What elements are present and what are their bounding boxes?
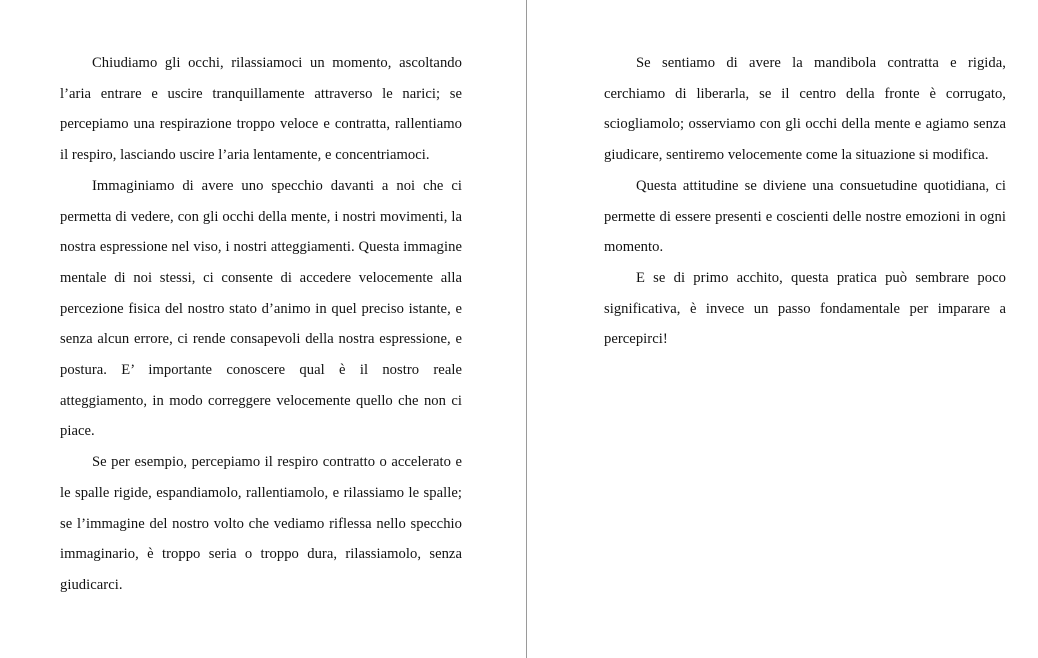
paragraph: Immaginiamo di avere uno specchio davanti a noi che ci permetta di vedere, con gli occhi della mente, i nostri movimenti, la nostra espressione nel viso, i nostri atteggiamenti. Questa immagine mentale di noi stessi, ci consente di accedere velocemente alla percezione fisica del nostro stato d’animo in quel preciso istante, e senza alcun errore, ci rende consapevoli della nostra espressione, e postura. E’ importante conoscere qual è il nostro reale atteggiamento, in modo correggere velocemente quello che non ci piace. bbox=[60, 177, 462, 440]
paragraph: E se di primo acchito, questa pratica può sembrare poco significativa, è invece un passo fondamentale per imparare a percepirci! bbox=[604, 269, 1006, 348]
right-page bbox=[604, 48, 1006, 355]
left-page bbox=[60, 48, 462, 601]
paragraph: Se per esempio, percepiamo il respiro contratto o accelerato e le spalle rigide, espandiamolo, rallentiamolo, e rilassiamo le spalle; se l’immagine del nostro volto che vediamo riflessa nello specchio immaginario, è troppo seria o troppo dura, rilassiamolo, senza giudicarci. bbox=[60, 454, 462, 593]
paragraph: Se sentiamo di avere la mandibola contratta e rigida, cerchiamo di liberarla, se il centro della fronte è corrugato, sciogliamolo; osserviamo con gli occhi della mente e agiamo senza giudicare, sentiremo velocemente come la situazione si modifica. bbox=[604, 55, 1006, 164]
paragraph: Chiudiamo gli occhi, rilassiamoci un momento, ascoltando l’aria entrare e uscire tranquillamente attraverso le narici; se percepiamo una respirazione troppo veloce e contratta, rallentiamo il respiro, lasciando uscire l’aria lentamente, e concentriamoci. bbox=[60, 55, 462, 164]
paragraph: Questa attitudine se diviene una consuetudine quotidiana, ci permette di essere presenti e coscienti delle nostre emozioni in ogni momento. bbox=[604, 177, 1006, 256]
page-divider bbox=[526, 0, 527, 658]
